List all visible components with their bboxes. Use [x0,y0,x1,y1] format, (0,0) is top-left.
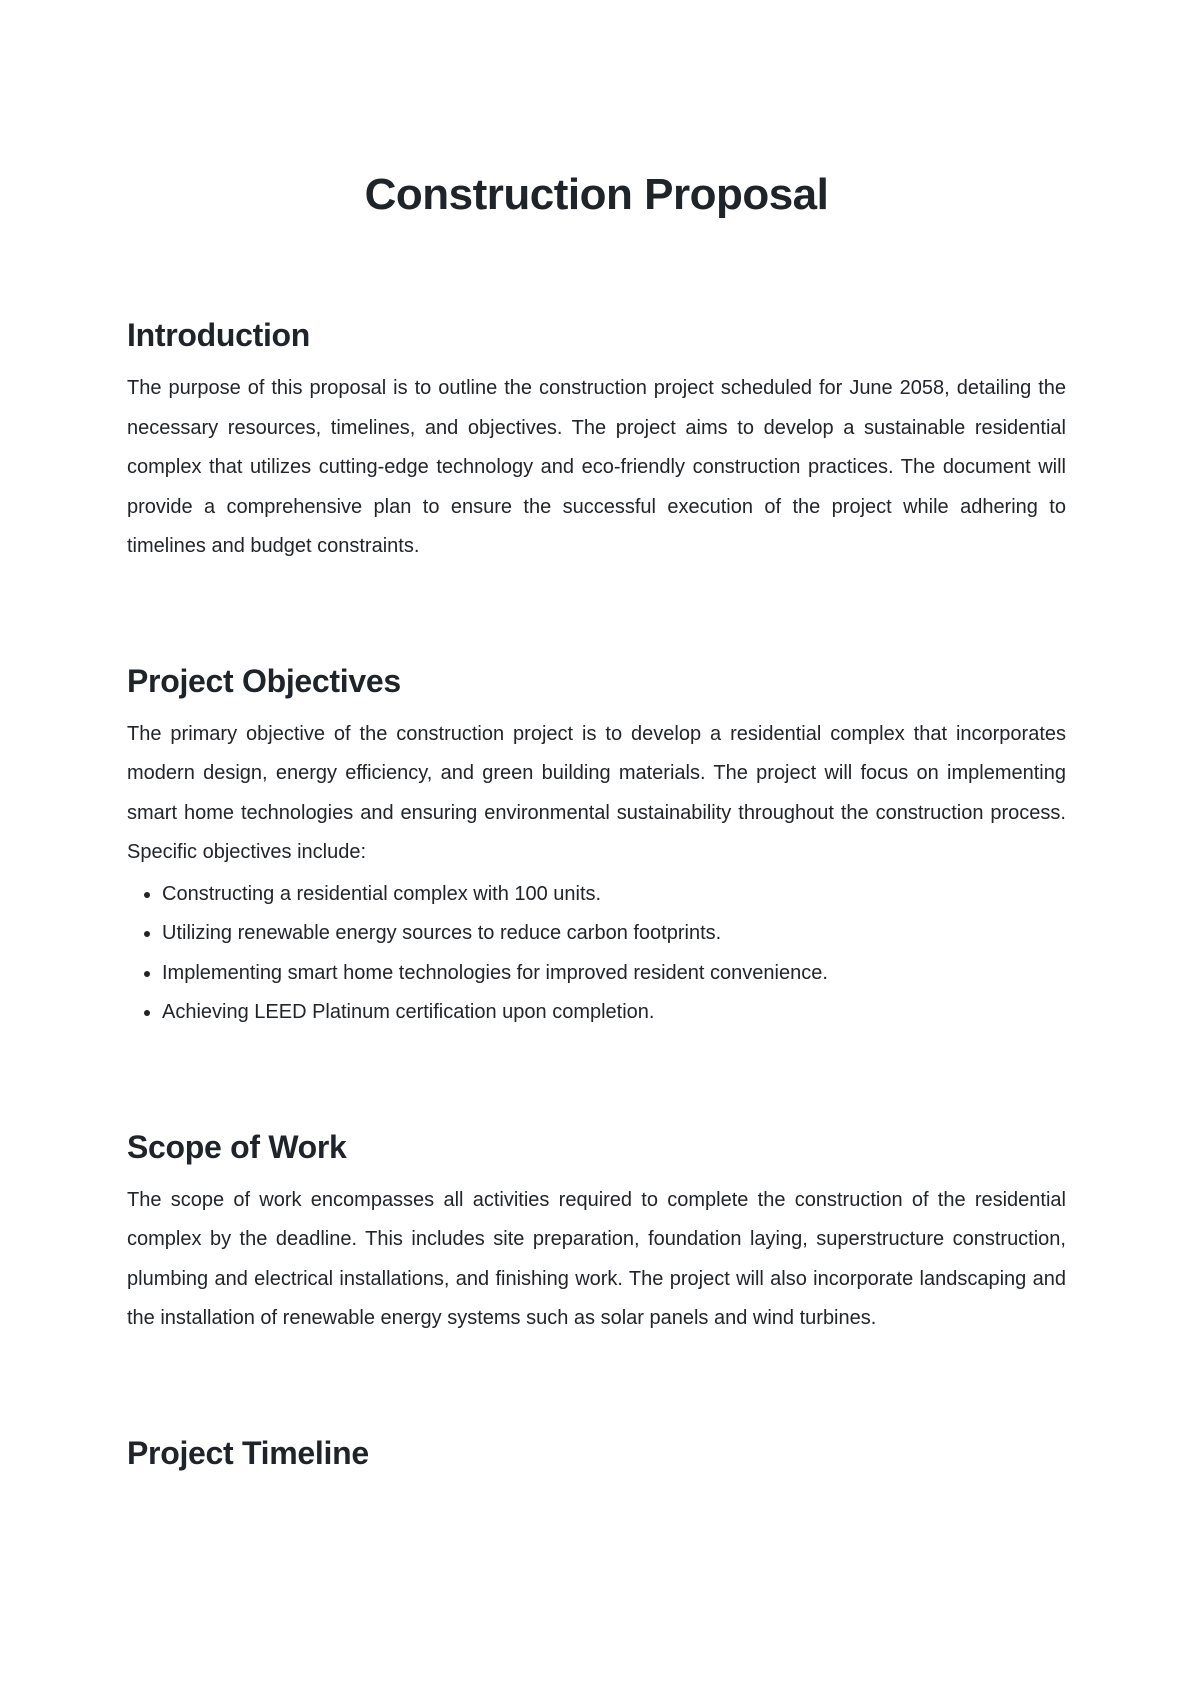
list-item [127,875,1066,915]
bullet-icon [144,1010,150,1016]
list-item [127,954,1066,994]
section-project-timeline [127,1434,1066,1472]
bullet-icon [144,931,150,937]
list-item [127,993,1066,1033]
list-item-text: Utilizing renewable energy sources to reduce carbon footprints. [162,922,722,944]
introduction-paragraph: The purpose of this proposal is to outline the construction project scheduled for June 2058, detailing the necessary resources, timelines, and objectives. The project aims to develop a sustainable residential complex that utilizes cutting-edge technology and eco-friendly construction practices. The document will provide a comprehensive plan to ensure the successful execution of the project while adhering to timelines and budget constraints. [127,377,1066,557]
list-item-text: Achieving LEED Platinum certification upon completion. [162,1001,655,1023]
list-item [127,914,1066,954]
section-heading-project-objectives: Project Objectives [127,662,401,699]
section-project-objectives [127,662,1066,1033]
document-title: Construction Proposal [364,170,829,219]
objectives-bullet-list [127,875,1066,1033]
list-item-text: Constructing a residential complex with 100 units. [162,882,602,905]
section-heading-project-timeline: Project Timeline [127,1434,369,1471]
section-scope-of-work [127,1128,1066,1339]
scope-of-work-paragraph: The scope of work encompasses all activities required to complete the construction of the residential complex by the deadline. This includes site preparation, foundation laying, superstructure construction, plumbing and electrical installations, and finishing work. The project will also incorporate landscaping and the installation of renewable energy systems such as solar panels and wind turbines. [127,1188,1066,1329]
bullet-icon [144,971,150,977]
list-item-text: Implementing smart home technologies for improved resident convenience. [162,961,828,984]
section-introduction [127,316,1066,567]
section-heading-scope-of-work: Scope of Work [127,1128,347,1165]
section-heading-introduction: Introduction [127,317,311,353]
project-objectives-paragraph: The primary objective of the construction project is to develop a residential complex that incorporates modern design, energy efficiency, and green building materials. The project will focus on implementing smart home technologies and ensuring environmental sustainability throughout the construction process. Specific objectives include: [127,722,1066,863]
bullet-icon [144,892,150,898]
